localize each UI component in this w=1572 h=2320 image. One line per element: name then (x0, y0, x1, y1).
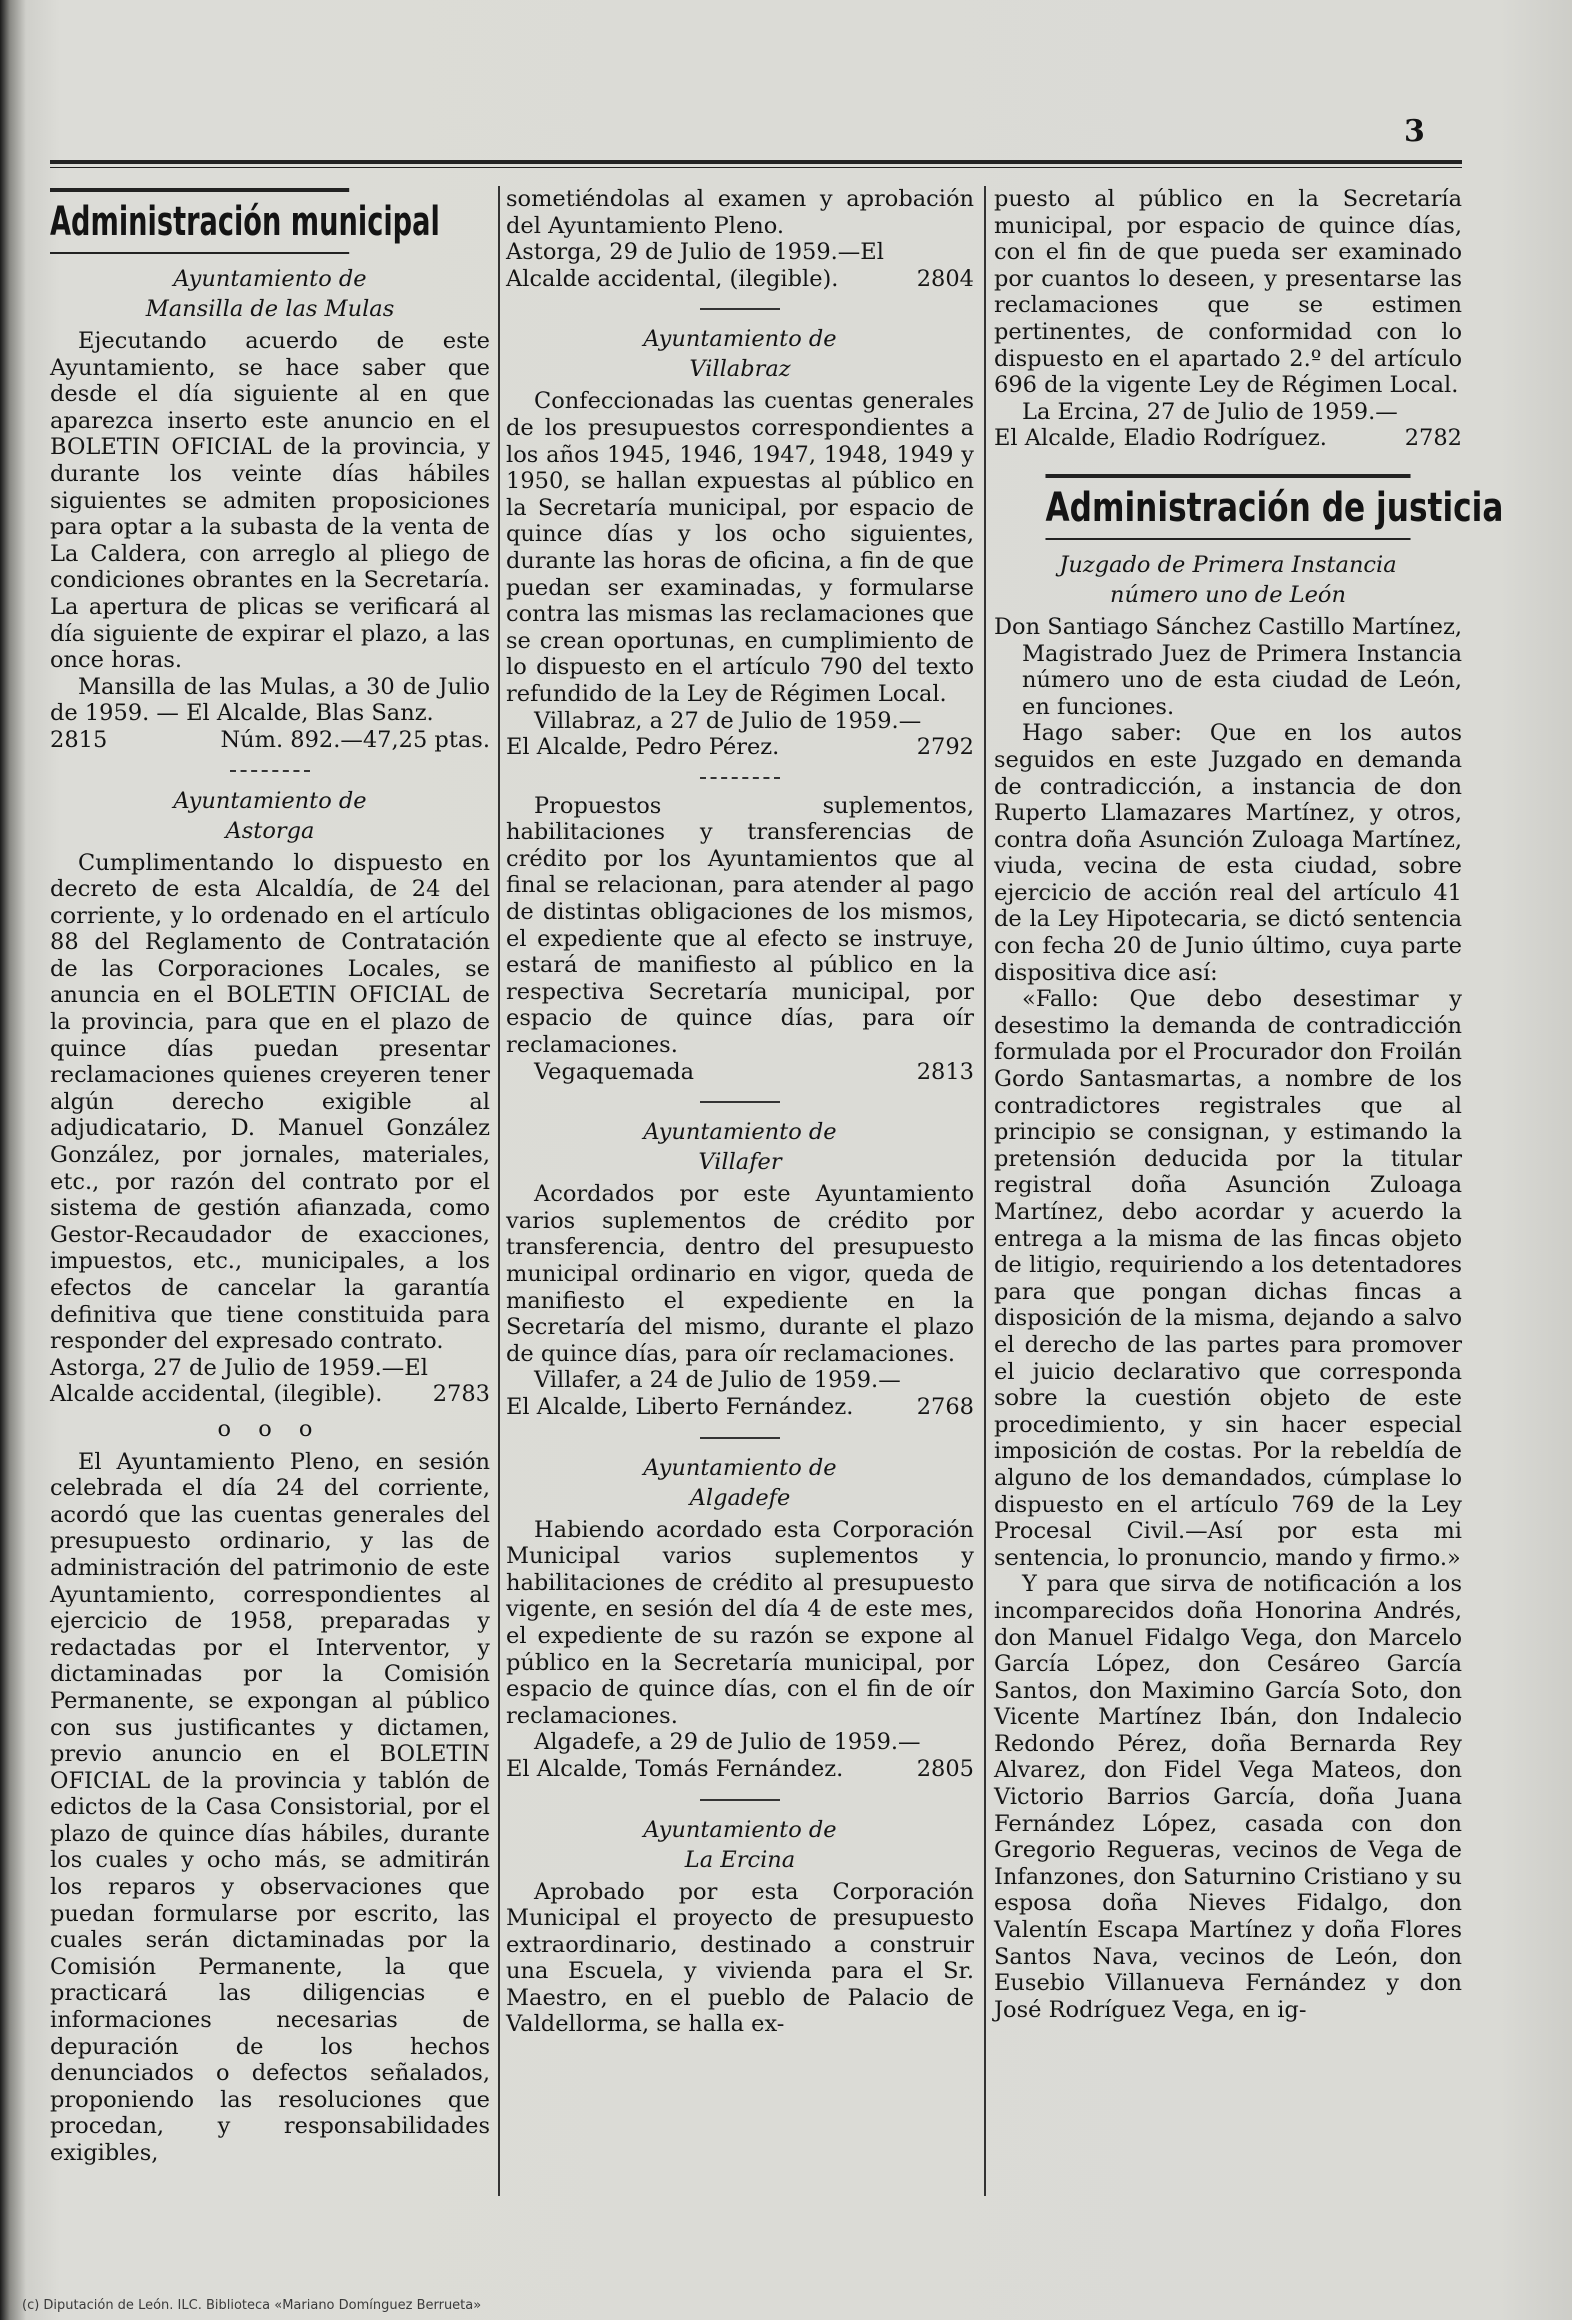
heading-line: Ayuntamiento de (173, 266, 367, 292)
notice-signature-line (506, 1756, 974, 1783)
divider (700, 1799, 780, 1801)
notice-body: Habiendo acordado esta Corporación Municipal varios suplementos y habilitaciones de crédito al presupuesto vigente, en sesión del día 4 de este mes, el expediente de su razón se expone al público en la Secretaría municipal, por espacio de quince días, con el fin de oír reclamaciones. (506, 1516, 974, 1729)
divider (700, 1101, 780, 1103)
notice-heading (506, 1117, 974, 1177)
notice-number: 2792 (916, 734, 974, 761)
notice-heading (506, 1815, 974, 1875)
notice-signature-line (994, 425, 1462, 452)
heading-line: Ayuntamiento de (643, 1454, 837, 1481)
heading-line: Juzgado de Primera Instancia (1059, 551, 1397, 578)
notice-signature: Astorga, 27 de Julio de 1959.—El Alcalde accidental, (ilegible). (50, 1354, 428, 1408)
notice-signature: El Alcalde, Liberto Fernández. (506, 1393, 854, 1420)
column-2 (506, 186, 974, 2038)
notice-signature-line (506, 1394, 974, 1421)
notice-signature: Villafer, a 24 de Julio de 1959.— (534, 1367, 901, 1394)
notice-heading (994, 550, 1462, 610)
notice-intro: Don Santiago Sánchez Castillo Martínez, Magistrado Juez de Primera Instancia número uno de esta ciudad de León, en funciones. (994, 613, 1462, 720)
notice-number-line (50, 727, 490, 754)
notice-number: 2804 (916, 265, 974, 292)
notice-heading (50, 786, 490, 846)
notice-signature-line (506, 1059, 974, 1086)
notice-signature-line (506, 239, 974, 292)
notice-signature-line (50, 1355, 490, 1408)
notice-number: 2805 (916, 1755, 974, 1782)
notice-signature: El Alcalde, Eladio Rodríguez. (994, 425, 1327, 452)
notice-body: Ejecutando acuerdo de este Ayuntamiento, se hace saber que desde el día siguiente al en que aparezca inserto este anuncio en el BOLETIN OFICIAL de la provincia, y durante los veinte días hábiles siguientes se admiten proposiciones para optar a la subasta de la venta de La Caldera, con arreglo al pliego de condiciones obrantes en la Secretaría. La apertura de plicas se verificará al día siguiente de expirar el plazo, a las once horas. (50, 328, 490, 674)
column-3 (994, 186, 1504, 2023)
column-separator (498, 186, 500, 2196)
notice-number: 2783 (432, 1381, 490, 1408)
heading-line: La Ercina (684, 1846, 796, 1873)
notice-body: Y para que sirva de notificación a los incomparecidos doña Honorina Andrés, don Manuel Fidalgo Vega, don Marcelo García López, don Cesáreo García Santos, don Maximino García Soto, don Vicente Martínez Ibán, don Indalecio Redondo Pérez, doña Bernarda Rey Alvarez, don Fidel Vega Mateos, don Victorio Barrios García, doña Juana Fernández López, casada con don Gregorio Regueras, vecinos de Vega de Infanzones, don Saturnino Cristiano y su esposa doña Nieves Fidalgo, don Valentín Escapa Martínez y doña Flores Santos Nava, vecinos de León, don Eusebio Villanueva Fernández y don José Rodríguez Vega, en ig- (994, 1571, 1462, 2023)
notice-signature: El Alcalde, Tomás Fernández. (506, 1755, 844, 1782)
notice-body: «Fallo: Que debo desestimar y desestimo la demanda de contradicción formulada por el Procurador don Froilán Gordo Santasmartas, a nombre de los contradictores registrales que al principio se consignan, y estimando la pretensión deducida por la titular registral doña Asunción Zuloaga Martínez, debo acordar y acuerdo la entrega a la misma de las fincas objeto de litigio, requiriendo a los detentadores para que pongan dichas fincas a disposición de la misma, dejando a salvo el derecho de las partes para promover el juicio declarativo que corresponda sobre la cuestión objeto de este procedimiento, y sin hacer especial imposición de costas. Por la rebeldía de alguno de los demandados, cúmplase lo dispuesto en el artículo 769 de la Ley Procesal Civil.—Así por esta mi sentencia, lo pronuncio, mando y firmo.» (994, 986, 1462, 1571)
notice-signature: Astorga, 29 de Julio de 1959.—El Alcalde accidental, (ilegible). (506, 239, 884, 292)
notice-signature: Villabraz, a 27 de Julio de 1959.— (534, 707, 922, 734)
notice-signature: El Alcalde, Pedro Pérez. (506, 734, 780, 761)
page-number: 3 (1404, 114, 1425, 149)
heading-line: Villafer (698, 1149, 782, 1176)
heading-line: Algadefe (689, 1484, 791, 1511)
notice-body: Acordados por este Ayuntamiento varios suplementos de crédito por transferencia, dentro del presupuesto municipal ordinario en vigor, queda de manifiesto el expediente en la Secretaría del mismo, durante el plazo de quince días, para oír reclamaciones. (506, 1181, 974, 1367)
heading-line: Villabraz (689, 356, 791, 383)
municipality-name: Vegaquemada (534, 1058, 695, 1085)
heading-line: número uno de León (1110, 581, 1346, 608)
notice-price: Núm. 892.—47,25 ptas. (220, 726, 490, 753)
notice-number: 2768 (916, 1393, 974, 1420)
column-1 (50, 186, 490, 2167)
notice-body: Confeccionadas las cuentas generales de los presupuestos correspondientes a los años 1945, 1946, 1947, 1948, 1949 y 1950, se hallan expuestas al público en la Secretaría municipal, por espacio de quince días y los ocho siguientes, durante las horas de oficina, a fin de que puedan ser examinadas, y formularse contra las mismas las reclamaciones que se crean oportunas, en cumplimiento de lo dispuesto en el artículo 790 del texto refundido de la Ley de Régimen Local. (506, 388, 974, 707)
divider (700, 777, 780, 779)
notice-heading (506, 1453, 974, 1513)
section-header-municipal: Administración municipal (50, 188, 349, 254)
footer-credit: (c) Diputación de León. ILC. Biblioteca «Mariano Domínguez Berrueta» (22, 2298, 482, 2313)
section-header-justicia: Administración de justicia (1045, 474, 1410, 540)
notice-body: sometiéndolas al examen y aprobación del Ayuntamiento Pleno. (506, 186, 974, 239)
heading-line: Astorga (225, 817, 315, 844)
heading-line: Ayuntamiento de (643, 326, 837, 353)
divider (700, 1437, 780, 1439)
notice-heading (50, 264, 490, 324)
notice-number: 2815 (50, 726, 108, 753)
divider (700, 308, 780, 310)
notice-body: Propuestos suplementos, habilitaciones y transferencias de crédito por los Ayuntamientos que al final se relacionan, para atender al pago de distintas obligaciones de los mismos, el expediente que al efecto se instruye, estará de manifiesto al público en la respectiva Secretaría municipal, por espacio de quince días, para oír reclamaciones. (506, 792, 974, 1059)
notice-body: Hago saber: Que en los autos seguidos en este Juzgado en demanda de contradicción, a instancia de don Ruperto Llamazares Martínez, y otros, contra doña Asunción Zuloaga Martínez, viuda, vecina de esta ciudad, sobre ejercicio de acción real del artículo 41 de la Ley Hipotecaria, se dictó sentencia con fecha 20 de Junio último, cuya parte dispositiva dice así: (994, 720, 1462, 986)
heading-line: Ayuntamiento de (643, 1119, 837, 1146)
notice-signature: La Ercina, 27 de Julio de 1959.— (1022, 398, 1398, 425)
ornament-dots: o o o (217, 1415, 323, 1442)
notice-number: 2813 (916, 1058, 974, 1085)
column-separator (984, 186, 986, 2196)
heading-line: Mansilla de las Mulas (145, 296, 395, 322)
top-rule (50, 160, 1462, 168)
notice-signature: Mansilla de las Mulas, a 30 de Julio de 1959. — El Alcalde, Blas Sanz. (50, 673, 490, 727)
notice-body: puesto al público en la Secretaría municipal, por espacio de quince días, con el fin de que pueda ser examinado por cuantos lo deseen, y presentarse las reclamaciones que se estimen pertinentes, de conformidad con lo dispuesto en el apartado 2.º del artículo 696 de la vigente Ley de Régimen Local. (994, 186, 1462, 399)
notice-number: 2782 (1404, 425, 1462, 452)
heading-line: Ayuntamiento de (173, 787, 367, 814)
notice-heading (506, 324, 974, 384)
notice-body: Cumplimentando lo dispuesto en decreto de esta Alcaldía, de 24 del corriente, y lo ordenado en el artículo 88 del Reglamento de Contratación de las Corporaciones Locales, se anuncia en el BOLETIN OFICIAL de la provincia, para que en el plazo de quince días puedan presentar reclamaciones quienes creyeren tener algún derecho exigible al adjudicatario, D. Manuel González González, por jornales, materiales, etc., por razón del contrato por el sistema de gestión afianzada, como Gestor-Recaudador de exacciones, impuestos, etc., municipales, a los efectos de cancelar la garantía definitiva que tiene constituida para responder del expresado contrato. (50, 849, 490, 1355)
notice-signature: Algadefe, a 29 de Julio de 1959.— (534, 1729, 921, 1756)
notice-body: El Ayuntamiento Pleno, en sesión celebrada el día 24 del corriente, acordó que las cuentas generales del presupuesto ordinario, y las de administración del patrimonio de este Ayuntamiento, correspondientes al ejercicio de 1958, preparadas y redactadas por el Interventor, y dictaminadas por la Comisión Permanente, se expongan al público con sus justificantes y dictamen, previo anuncio en el BOLETIN OFICIAL de la provincia y tablón de edictos de la Casa Consistorial, por el plazo de quince días hábiles, durante los cuales y ocho más, se admitirán los reparos y observaciones que puedan formularse por escrito, las cuales serán dictaminadas por la Comisión Permanente, la que practicará las diligencias e informaciones necesarias de depuración de los hechos denunciados o defectos señalados, proponiendo las resoluciones que procedan, y responsabilidades exigibles, (50, 1448, 490, 2166)
notice-body: Aprobado por esta Corporación Municipal el proyecto de presupuesto extraordinario, destinado a construir una Escuela, y vivienda para el Sr. Maestro, en el pueblo de Palacio de Valdellorma, se halla ex- (506, 1878, 974, 2038)
notice-signature-line (506, 734, 974, 761)
divider (230, 770, 310, 772)
heading-line: Ayuntamiento de (643, 1816, 837, 1843)
